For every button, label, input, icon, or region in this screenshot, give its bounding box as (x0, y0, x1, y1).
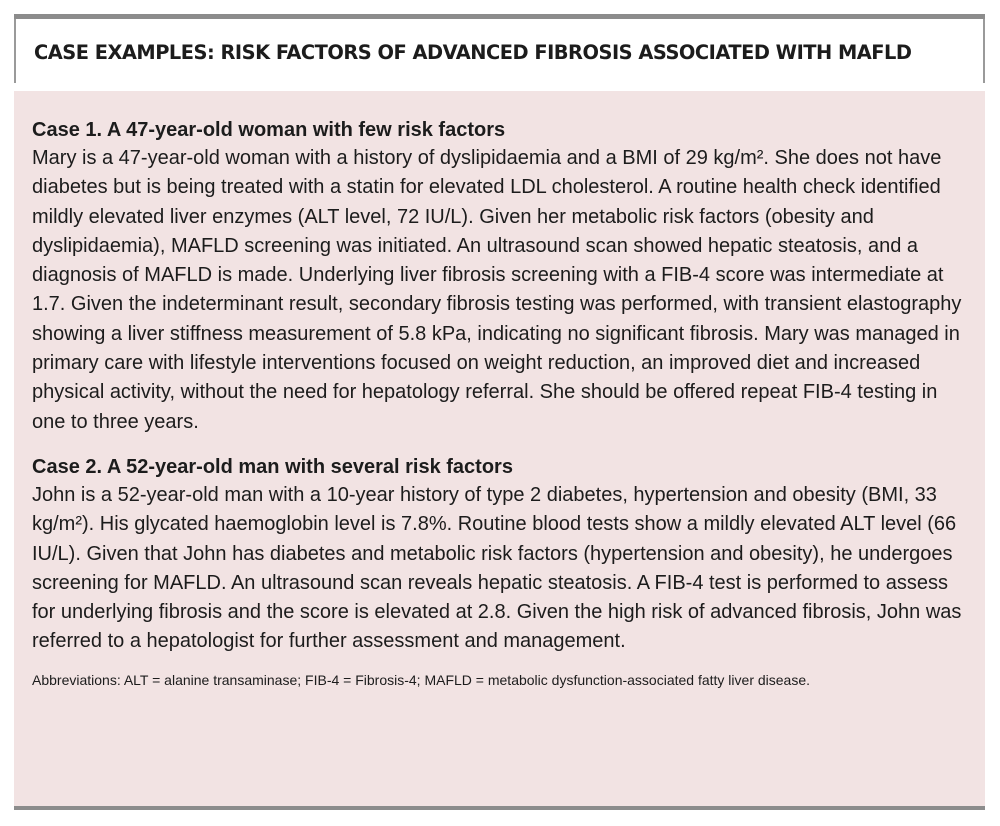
case-2-heading: Case 2. A 52-year-old man with several risk factors (32, 455, 513, 478)
box-title: CASE EXAMPLES: RISK FACTORS OF ADVANCED FIBROSIS ASSOCIATED WITH MAFLD (34, 41, 912, 64)
case-1-body: Mary is a 47-year-old woman with a history of dyslipidaemia and a BMI of 29 kg/m². She does not have diabetes but is being treated with a statin for elevated LDL cholesterol. A routine health check identified mildly elevated liver enzymes (ALT level, 72 IU/L). Given her metabolic risk factors (obesity and dyslipidaemia), MAFLD screening was initiated. An ultrasound scan showed hepatic steatosis, and a diagnosis of MAFLD is made. Underlying liver fibrosis screening with a FIB-4 score was intermediate at 1.7. Given the indeterminant result, secondary fibrosis testing was performed, with transient elastography showing a liver stiffness measurement of 5.8 kPa, indicating no significant fibrosis. Mary was managed in primary care with lifestyle interventions focused on weight reduction, an improved diet and increased physical activity, without the need for hepatology referral. She should be offered repeat FIB-4 testing in one to three years. (32, 147, 962, 433)
case-2 (32, 454, 971, 657)
abbreviations-note: Abbreviations: ALT = alanine transaminase; FIB-4 = Fibrosis-4; MAFLD = metabolic dysfunction-associated fatty liver disease. (32, 671, 811, 688)
case-1-heading: Case 1. A 47-year-old woman with few risk factors (32, 119, 506, 141)
case-examples-box (14, 14, 985, 810)
box-content (14, 91, 985, 806)
case-2-body: John is a 52-year-old man with a 10-year history of type 2 diabetes, hypertension and obesity (BMI, 33 kg/m²). His glycated haemoglobin level is 7.8%. Routine blood tests show a mildly elevated ALT level (66 IU/L). Given that John has diabetes and metabolic risk factors (hypertension and obesity), he undergoes screening for MAFLD. An ultrasound scan reveals hepatic steatosis. A FIB-4 test is performed to assess for underlying fibrosis and the score is elevated at 2.8. Given the high risk of advanced fibrosis, John was referred to a hepatologist for further assessment and management. (32, 483, 962, 653)
box-header (14, 19, 985, 83)
bottom-rule (14, 806, 985, 810)
case-1 (32, 117, 971, 437)
